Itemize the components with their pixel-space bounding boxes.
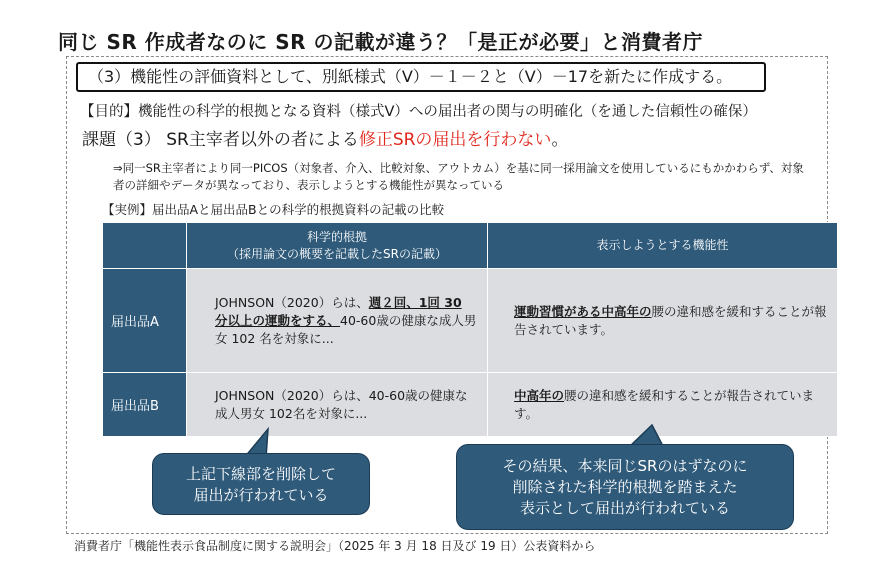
article-headline: 同じ SR 作成者なのに SR の記載が違う？「是正が必要」と消費者庁 [58,30,703,54]
callout-right [456,444,794,530]
example-title: 【実例】届出品Aと届出品Bとの科学的根拠資料の記載の比較 [102,202,445,217]
table-row [103,269,838,373]
slide-boxed-title: （3）機能性の評価資料として、別紙様式（Ⅴ）－１－２と（Ⅴ）－17を新たに作成する。 [76,62,766,92]
row-a-evidence-underlined: 週２回、1回 30 分以上の運動をする、 [215,294,462,328]
image-caption: 消費者庁「機能性表示食品制度に関する説明会」（2025 年 3 月 18 日及び 19 日）公表資料から [74,539,596,553]
row-b-function [488,373,838,437]
header-function: 表示しようとする機能性 [488,223,838,269]
row-b-label: 届出品B [103,373,187,437]
table-row [103,373,838,437]
callout-left-line2: 届出が行われている [193,486,329,504]
header-evidence [187,223,488,269]
row-a-label: 届出品A [103,269,187,373]
callout-right-line1: その結果、本来同じSRのはずなのに [502,457,748,475]
issue-suffix: 。 [551,130,569,150]
row-b-function-underlined: 中高年の [514,387,565,403]
callout-left-line1: 上記下線部を削除して [185,465,336,483]
row-a-evidence [187,269,488,373]
slide-purpose: 【目的】機能性の科学的根拠となる資料（様式Ⅴ）への届出者の関与の明確化（を通した信頼性の確保） [80,104,757,120]
issue-highlight: 修正SRの届出を行わない [358,130,552,150]
callout-left [152,453,370,515]
callout-right-line3: 表示として届出が行われている [519,499,730,517]
row-a-function-post: 腰の違和感を緩和することが報告されています。 [514,303,827,337]
header-evidence-line2: （採用論文の概要を記載したSRの記載） [227,246,447,261]
row-a-evidence-post: 40-60歳の健康な成人男女 102 名を対象に... [215,312,477,346]
slide-issue [82,125,568,150]
slide-note: ⇒同一SR主宰者により同一PICOS（対象者、介入、比較対象、アウトカム）を基に同一採用論文を使用しているにもかかわらず、対象者の詳細やデータが異なっており、表示しようとする機能性が異なっている [113,161,804,192]
row-a-evidence-pre: JOHNSON（2020）らは、 [215,294,369,310]
row-b-evidence: JOHNSON（2020）らは、40-60歳の健康な成人男女 102名を対象に... [187,373,488,437]
row-a-function-underlined-2: 中高年の [601,303,652,319]
callout-right-line2: 削除された科学的根拠を踏まえた [512,478,738,496]
comparison-table [102,222,838,437]
header-evidence-line1: 科学的根拠 [306,229,367,244]
table-header-row [103,223,838,269]
header-empty-cell [103,223,187,269]
issue-prefix: 課題（3） SR主宰者以外の者による [82,130,359,150]
row-a-function-underlined-1: 運動習慣がある [514,303,602,319]
row-b-function-post: 腰の違和感を緩和することが報告されています。 [514,387,815,421]
row-a-function [488,269,838,373]
